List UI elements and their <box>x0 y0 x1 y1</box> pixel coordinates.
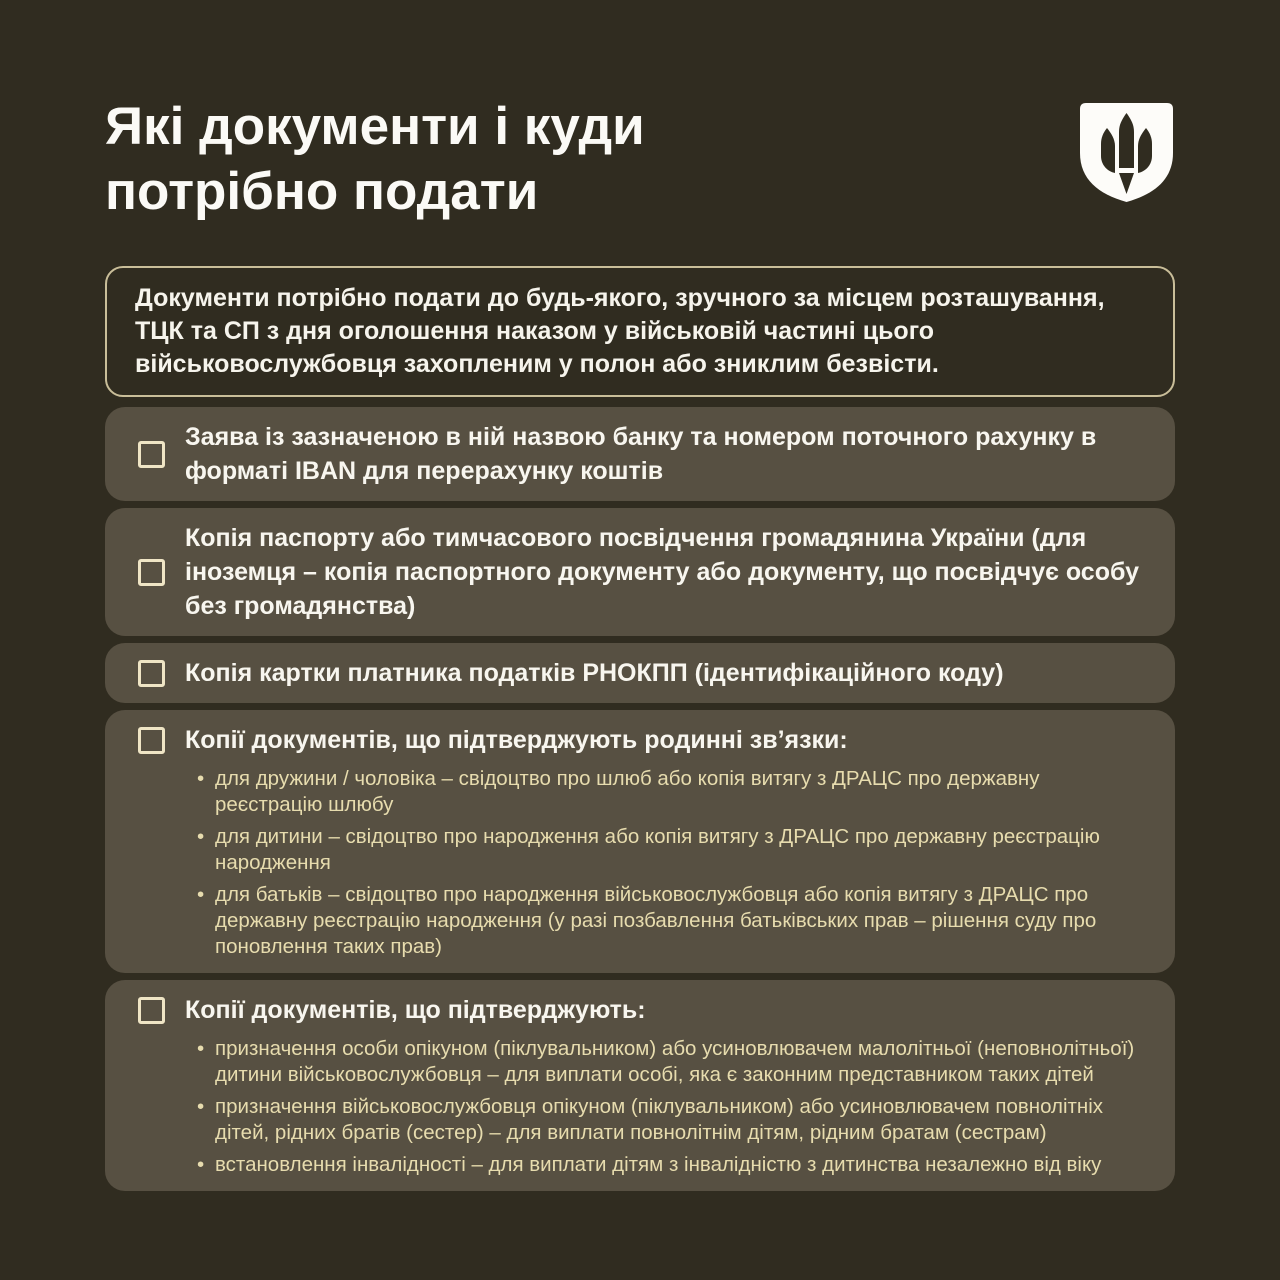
card-body <box>185 723 1147 960</box>
bullet-list <box>185 1036 1147 1178</box>
page-title-line1: Які документи і куди <box>105 97 645 156</box>
card-body <box>185 993 1147 1178</box>
bullet-item: • встановлення інвалідності – для виплати дітям з інвалідністю з дитинства незалежно від віку <box>185 1152 1147 1178</box>
intro-note <box>105 266 1175 397</box>
checklist <box>105 407 1175 1191</box>
checkbox-icon[interactable] <box>138 727 165 754</box>
bullet-item: • призначення особи опікуном (піклувальником) або усиновлювачем малолітньої (неповнолітньої) дитини військовослужбовця – для виплати особі, яка є законним представником таких дітей <box>185 1036 1147 1088</box>
checklist-item-label: Копії документів, що підтверджують родинні зв’язки: <box>185 726 848 755</box>
mod-ukraine-trident-shield-icon <box>1078 101 1175 204</box>
card-body <box>185 521 1147 623</box>
card-body <box>185 420 1147 488</box>
checklist-card-application-iban <box>105 407 1175 501</box>
checkbox-icon[interactable] <box>138 559 165 586</box>
page-title-line2: потрібно подати <box>105 161 539 221</box>
checklist-item-label: Копія паспорту або тимчасового посвідчення громадянина України (для іноземця – копія паспортного документу або документу, що посвідчує особу без громадянства) <box>185 524 1139 621</box>
checklist-item-label: Заява із зазначеною в ній назвою банку та номером поточного рахунку в форматі IBAN для перерахунку коштів <box>185 423 1097 486</box>
intro-note-text: Документи потрібно подати до будь-якого, зручного за місцем розташування, ТЦК та СП з дня оголошення наказом у військовій частині цього військовослужбовця захопленим у полон або зниклим безвісти. <box>135 284 1105 379</box>
checklist-item-label: Копія картки платника податків РНОКПП (ідентифікаційного коду) <box>185 659 1004 688</box>
bullet-item: • для дитини – свідоцтво про народження або копія витягу з ДРАЦС про державну реєстрацію народження <box>185 824 1147 876</box>
card-body <box>185 656 1147 690</box>
bullet-list <box>185 766 1147 960</box>
checklist-card-family-ties <box>105 710 1175 973</box>
checkbox-icon[interactable] <box>138 441 165 468</box>
header <box>105 95 1175 224</box>
checkbox-icon[interactable] <box>138 660 165 687</box>
checklist-item-label: Копії документів, що підтверджують: <box>185 996 646 1025</box>
page-title <box>105 95 645 224</box>
bullet-item: • для дружини / чоловіка – свідоцтво про шлюб або копія витягу з ДРАЦС про державну реєстрацію шлюбу <box>185 766 1147 818</box>
bullet-item: • призначення військовослужбовця опікуном (піклувальником) або усиновлювачем повнолітніх дітей, рідних братів (сестер) – для виплати повнолітнім дітям, рідним братам (сестрам) <box>185 1094 1147 1146</box>
checklist-card-guardianship <box>105 980 1175 1191</box>
checklist-card-tax-number <box>105 643 1175 703</box>
checkbox-icon[interactable] <box>138 997 165 1024</box>
checklist-card-passport-copy <box>105 508 1175 636</box>
bullet-item: • для батьків – свідоцтво про народження військовослужбовця або копія витягу з ДРАЦС про державну реєстрацію народження (у разі позбавлення батьківських прав – рішення суду про поновлення таких прав) <box>185 882 1147 960</box>
